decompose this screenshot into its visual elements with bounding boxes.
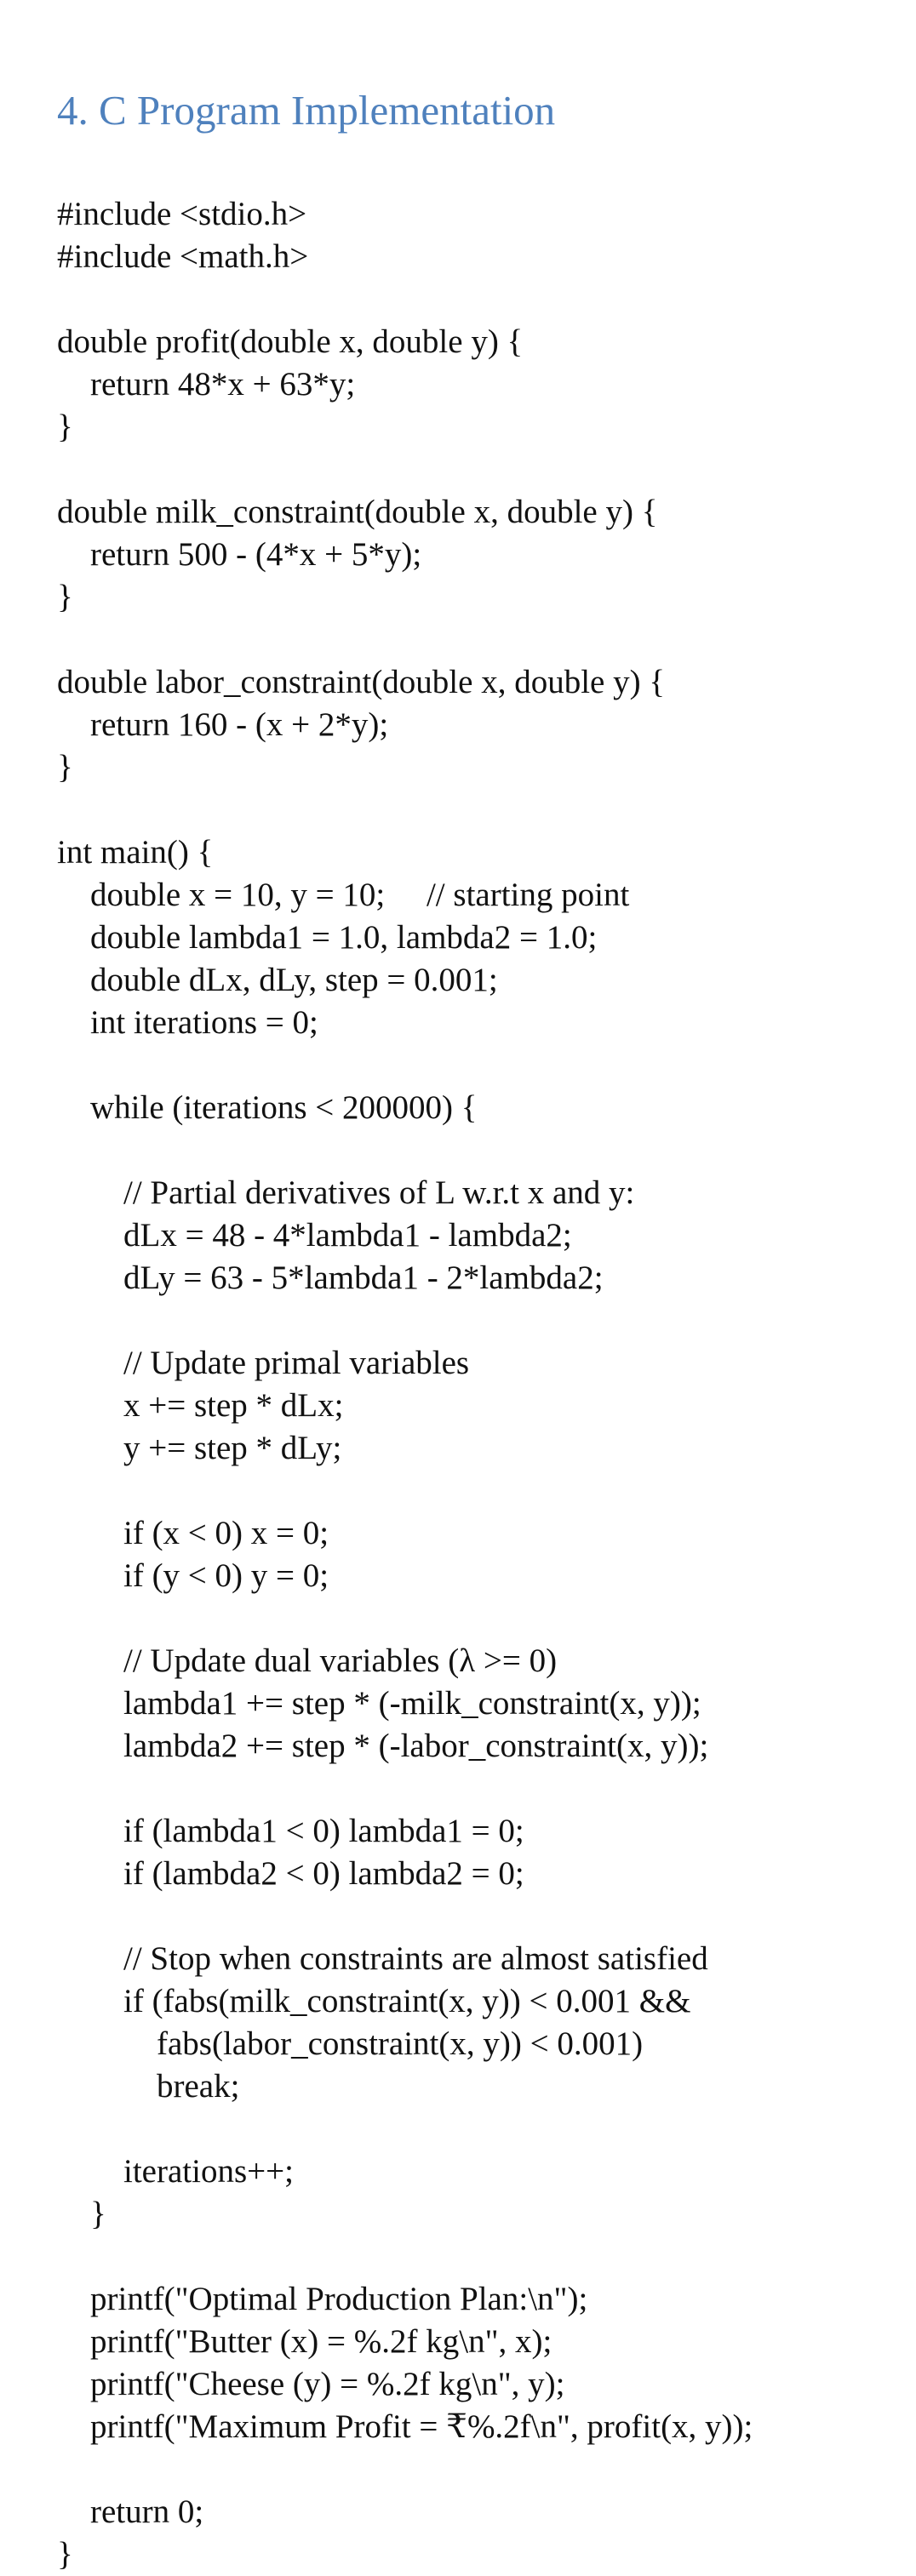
code-line: lambda1 += step * (-milk_constraint(x, y));	[57, 1685, 701, 1722]
section-heading: 4. C Program Implementation	[57, 87, 556, 134]
code-line: y += step * dLy;	[57, 1430, 342, 1466]
code-line: printf("Maximum Profit = ₹%.2f\n", profit(x, y));	[57, 2408, 753, 2445]
code-line: x += step * dLx;	[57, 1387, 344, 1424]
code-line: #include <stdio.h>	[57, 196, 307, 232]
code-line: double profit(double x, double y) {	[57, 323, 524, 360]
code-blank-line	[57, 1129, 753, 1172]
code-blank-line	[57, 1470, 753, 1512]
code-line: int main() {	[57, 834, 214, 871]
code-line: if (y < 0) y = 0;	[57, 1557, 329, 1594]
code-line: break;	[57, 2068, 240, 2105]
code-line: dLy = 63 - 5*lambda1 - 2*lambda2;	[57, 1259, 604, 1296]
code-blank-line	[57, 1597, 753, 1640]
code-blank-line	[57, 278, 753, 321]
code-blank-line	[57, 619, 753, 661]
code-blank-line	[57, 2448, 753, 2491]
code-line: return 48*x + 63*y;	[57, 366, 356, 403]
code-blank-line	[57, 448, 753, 491]
code-line: dLx = 48 - 4*lambda1 - lambda2;	[57, 1217, 572, 1254]
code-line: }	[57, 2536, 73, 2573]
code-line: double lambda1 = 1.0, lambda2 = 1.0;	[57, 919, 598, 956]
code-line: // Update dual variables (λ >= 0)	[57, 1642, 558, 1679]
code-line: printf("Butter (x) = %.2f kg\n", x);	[57, 2323, 552, 2360]
code-line: return 160 - (x + 2*y);	[57, 706, 389, 743]
code-listing	[57, 193, 753, 2576]
code-line: // Partial derivatives of L w.r.t x and y:	[57, 1174, 635, 1211]
code-line: double milk_constraint(double x, double y) {	[57, 494, 658, 530]
code-line: int iterations = 0;	[57, 1004, 318, 1041]
code-blank-line	[57, 2108, 753, 2150]
code-line: printf("Optimal Production Plan:\n");	[57, 2281, 588, 2317]
code-line: if (lambda1 < 0) lambda1 = 0;	[57, 1813, 524, 1849]
code-line: // Update primal variables	[57, 1345, 470, 1381]
code-blank-line	[57, 1299, 753, 1342]
code-line: }	[57, 2196, 106, 2232]
code-line: if (x < 0) x = 0;	[57, 1515, 329, 1551]
code-blank-line	[57, 2236, 753, 2278]
code-line: }	[57, 579, 73, 615]
code-line: lambda2 += step * (-labor_constraint(x, y));	[57, 1728, 709, 1764]
code-line: iterations++;	[57, 2153, 294, 2190]
code-line: double labor_constraint(double x, double y) {	[57, 664, 666, 700]
code-line: if (lambda2 < 0) lambda2 = 0;	[57, 1855, 524, 1892]
code-line: printf("Cheese (y) = %.2f kg\n", y);	[57, 2366, 565, 2402]
code-line: }	[57, 749, 73, 785]
code-line: if (fabs(milk_constraint(x, y)) < 0.001 &&	[57, 1983, 691, 2019]
code-line: }	[57, 408, 73, 445]
code-blank-line	[57, 789, 753, 831]
code-line: #include <math.h>	[57, 238, 309, 275]
code-line: while (iterations < 200000) {	[57, 1089, 478, 1126]
code-blank-line	[57, 1768, 753, 1810]
code-line: return 0;	[57, 2493, 204, 2530]
code-line: double x = 10, y = 10; // starting point	[57, 877, 630, 913]
code-blank-line	[57, 1044, 753, 1087]
code-blank-line	[57, 1895, 753, 1938]
code-line: fabs(labor_constraint(x, y)) < 0.001)	[57, 2025, 644, 2062]
code-line: // Stop when constraints are almost satisfied	[57, 1940, 708, 1977]
code-line: return 500 - (4*x + 5*y);	[57, 536, 422, 573]
code-line: double dLx, dLy, step = 0.001;	[57, 962, 498, 998]
